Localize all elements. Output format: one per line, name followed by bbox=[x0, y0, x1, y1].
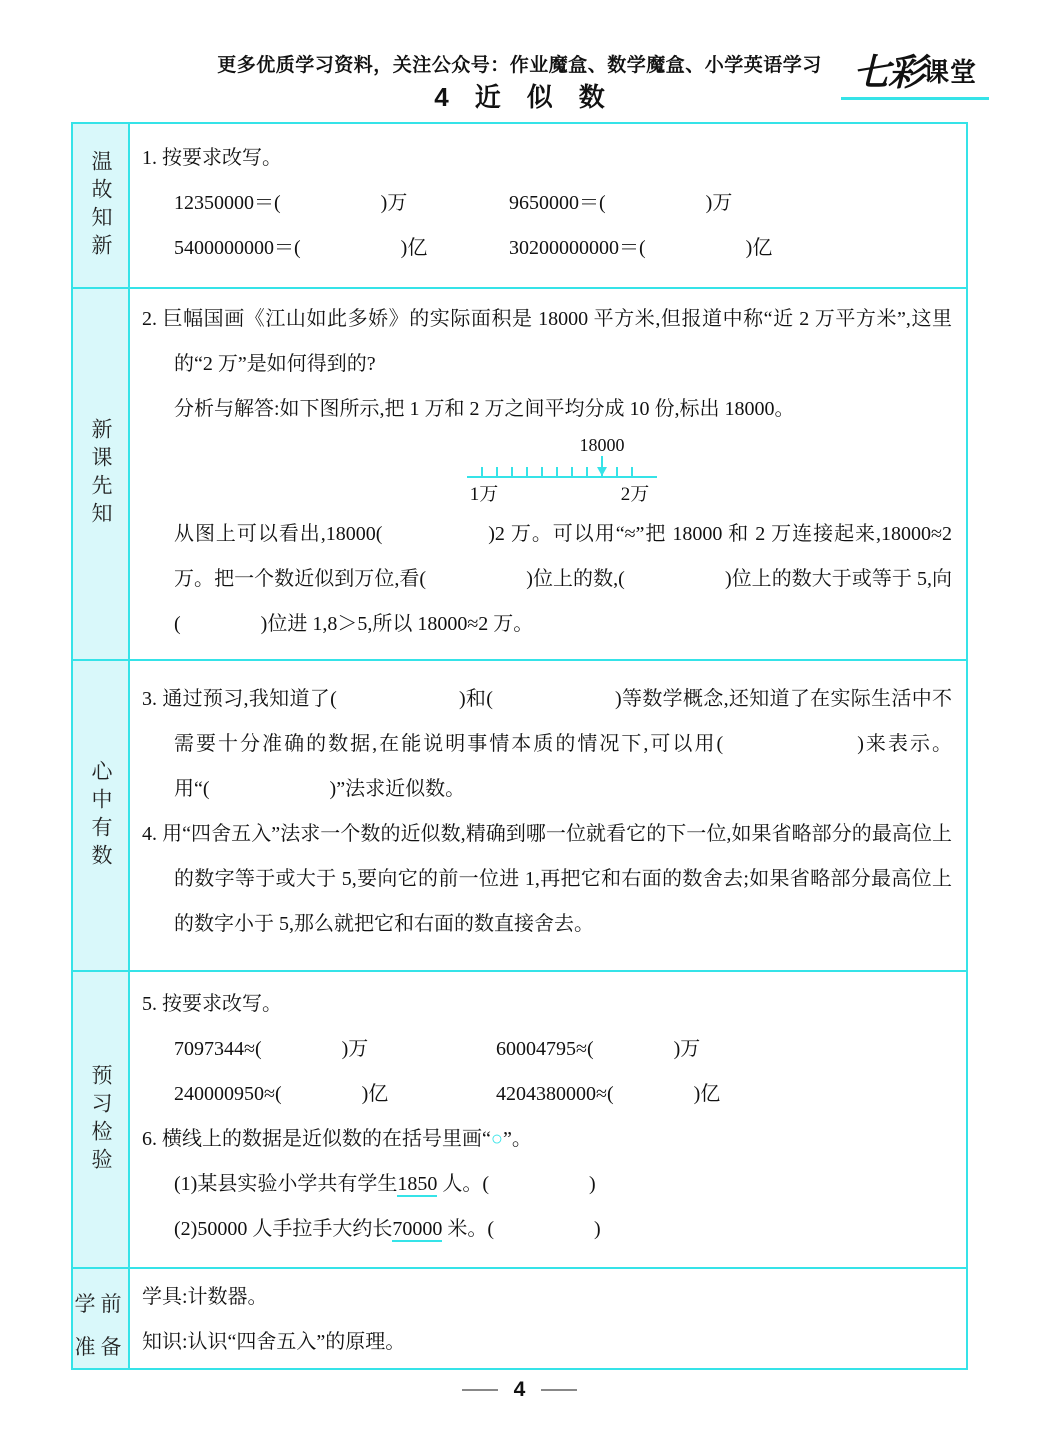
question-3-text: 通过预习,我知道了( )和( )等数学概念,还知道了在实际生活中不需要十分准确的数据,在能说明事情本质的情况下,可以用( )来表示。用“( )”法求近似数。 bbox=[162, 688, 953, 800]
question-6-item-1 bbox=[174, 1162, 952, 1207]
page-footer bbox=[0, 1378, 1039, 1402]
sidebar-label-preparation bbox=[73, 1269, 130, 1368]
item-text: (2)50000 人手拉手大约长 bbox=[174, 1218, 393, 1240]
item-text: 米。( ) bbox=[442, 1218, 601, 1240]
sidebar-label-review bbox=[73, 124, 130, 287]
sidebar-label-new-lesson-text: 新课先知 bbox=[89, 418, 113, 530]
sidebar-label-preparation-line1: 学前 bbox=[74, 1292, 127, 1316]
number-line-left-label: 1万 bbox=[469, 484, 499, 505]
section-review bbox=[73, 124, 966, 287]
number-line-ticks bbox=[482, 467, 632, 477]
question-3 bbox=[142, 677, 952, 812]
section-preview-check-content bbox=[130, 972, 966, 1267]
section-preview-check bbox=[73, 970, 966, 1267]
question-6-number: 6. bbox=[142, 1128, 157, 1150]
question-2-analysis: 分析与解答:如下图所示,把 1 万和 2 万之间平均分成 10 份,标出 18000。 bbox=[174, 398, 795, 420]
footer-page-number: 4 bbox=[513, 1378, 526, 1401]
question-2-text: 巨幅国画《江山如此多娇》的实际面积是 18000 平方米,但报道中称“近 2 万平方米”,这里的“2 万”是如何得到的? bbox=[162, 308, 952, 375]
question-2-conclusion: 从图上可以看出,18000( )2 万。可以用“≈”把 18000 和 2 万连接起来,18000≈2 万。把一个数近似到万位,看( )位上的数,( )位上的数大于或等于 5,向( )位进 1,8＞5,所以 18000≈2 万。 bbox=[174, 523, 952, 635]
blank-fill-item: 4204380000≈( )亿 bbox=[496, 1083, 721, 1105]
question-5-row-2 bbox=[174, 1072, 952, 1117]
blank-fill-item: 12350000＝( )万 bbox=[174, 192, 408, 214]
blank-fill-item: 7097344≈( )万 bbox=[174, 1038, 369, 1060]
logo-ketang-text: 课堂 bbox=[922, 57, 977, 87]
number-line-right-label: 2万 bbox=[620, 484, 650, 505]
circle-mark: ○ bbox=[490, 1128, 503, 1150]
question-1-row-1 bbox=[174, 181, 952, 226]
footer-dash-left bbox=[462, 1389, 498, 1391]
number-line-value-label: 18000 bbox=[579, 435, 625, 455]
question-6-item-2 bbox=[174, 1207, 952, 1252]
question-5-number: 5. bbox=[142, 993, 157, 1015]
preparation-tools-line: 学具:计数器。 bbox=[142, 1286, 268, 1308]
question-4 bbox=[142, 812, 952, 947]
question-5-row-1 bbox=[174, 1027, 952, 1072]
question-2 bbox=[142, 297, 952, 387]
number-line-diagram bbox=[174, 432, 952, 512]
section-mind-content bbox=[130, 661, 966, 970]
blank-fill-item: 30200000000＝( )亿 bbox=[509, 237, 773, 259]
question-5 bbox=[142, 982, 952, 1027]
item-text: (1)某县实验小学共有学生 bbox=[174, 1173, 398, 1195]
blank-fill-item: 240000950≈( )亿 bbox=[174, 1083, 389, 1105]
logo-qicai-text: 七彩 bbox=[852, 50, 923, 94]
blank-fill-item: 5400000000＝( )亿 bbox=[174, 237, 428, 259]
preparation-knowledge-line: 知识:认识“四舍五入”的原理。 bbox=[142, 1331, 406, 1353]
sidebar-label-new-lesson bbox=[73, 289, 130, 659]
section-preparation bbox=[73, 1267, 966, 1368]
number-line-svg bbox=[463, 432, 663, 512]
question-1-text: 按要求改写。 bbox=[162, 147, 282, 169]
question-3-number: 3. bbox=[142, 688, 157, 710]
blank-fill-item: 9650000＝( )万 bbox=[509, 192, 733, 214]
question-2-number: 2. bbox=[142, 308, 157, 330]
section-mind bbox=[73, 659, 966, 970]
section-preparation-content bbox=[130, 1269, 966, 1368]
section-new-lesson-content bbox=[130, 289, 966, 659]
section-new-lesson bbox=[73, 287, 966, 659]
sidebar-label-preparation-line2: 准备 bbox=[74, 1335, 127, 1359]
worksheet-table bbox=[71, 122, 968, 1370]
sidebar-label-preview-check bbox=[73, 972, 130, 1267]
question-1 bbox=[142, 136, 952, 181]
underlined-value: 70000 bbox=[392, 1218, 443, 1240]
header-promo: 更多优质学习资料，关注公众号：作业魔盒、数学魔盒、小学英语学习 bbox=[217, 55, 822, 76]
question-4-number: 4. bbox=[142, 823, 157, 845]
question-6-text: 横线上的数据是近似数的在括号里画“○”。 bbox=[162, 1128, 532, 1150]
blank-fill-item: 60004795≈( )万 bbox=[496, 1038, 701, 1060]
footer-dash-right bbox=[541, 1389, 577, 1391]
sidebar-label-preview-check-text: 预习检验 bbox=[89, 1063, 113, 1176]
page-title: 4 近 似 数 bbox=[434, 82, 605, 112]
sidebar-label-mind bbox=[73, 661, 130, 970]
sidebar-label-review-text: 温故知新 bbox=[89, 149, 113, 262]
question-6 bbox=[142, 1117, 952, 1162]
question-1-number: 1. bbox=[142, 147, 157, 169]
underlined-value: 1850 bbox=[397, 1173, 438, 1195]
section-review-content bbox=[130, 124, 966, 287]
question-5-text: 按要求改写。 bbox=[162, 993, 282, 1015]
sidebar-label-mind-text: 心中有数 bbox=[89, 759, 113, 872]
question-4-text: 用“四舍五入”法求一个数的近似数,精确到哪一位就看它的下一位,如果省略部分的最高位上的数字等于或大于 5,要向它的前一位进 1,再把它和右面的数舍去;如果省略部分最高位上的数字小于 5,那么就把它和右面的数直接舍去。 bbox=[162, 823, 952, 935]
question-1-row-2 bbox=[174, 226, 952, 271]
item-text: 人。( ) bbox=[437, 1173, 596, 1195]
